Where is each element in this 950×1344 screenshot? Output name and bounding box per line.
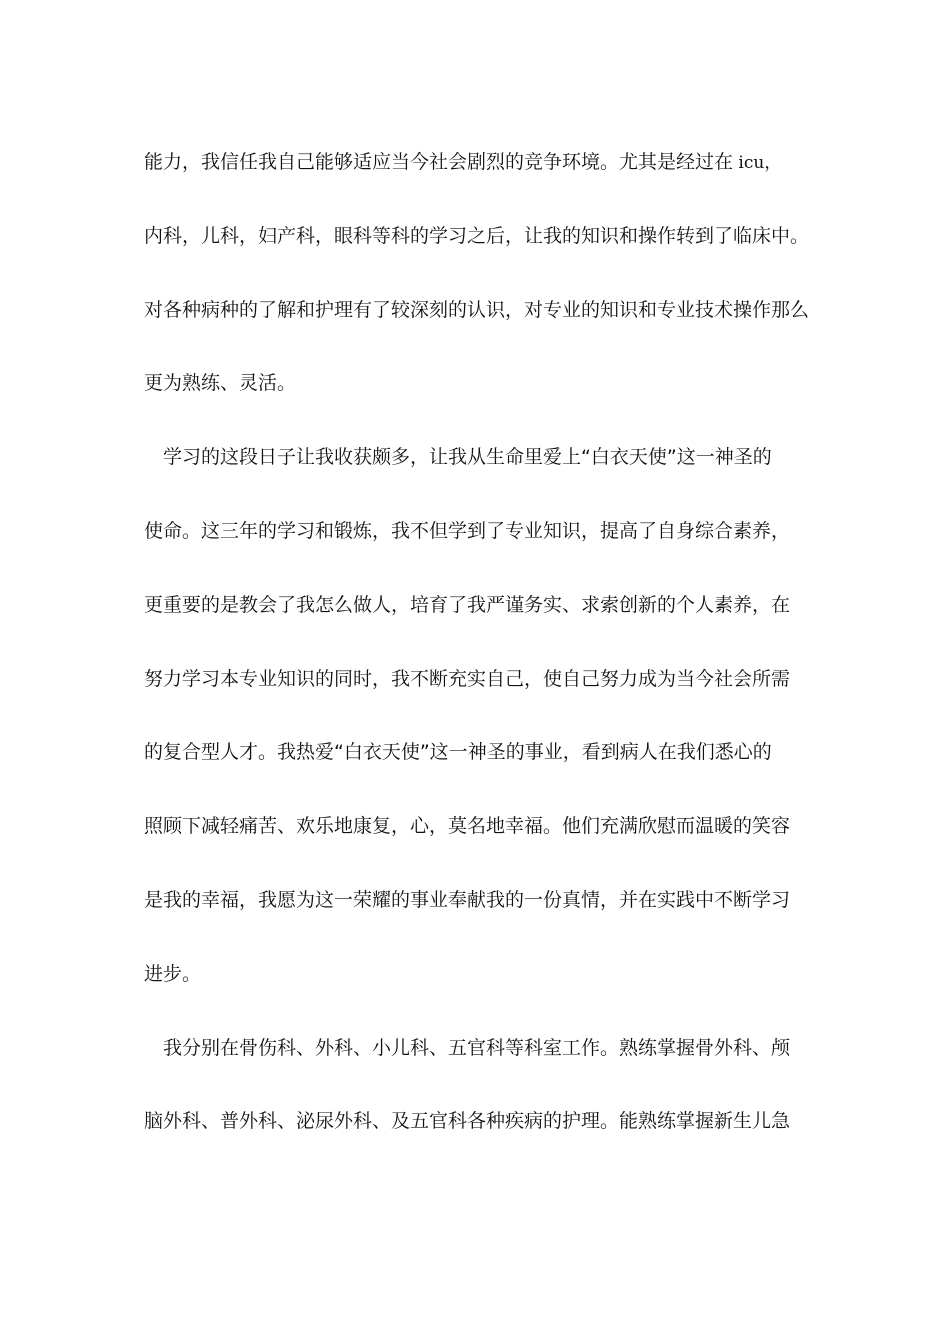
- paragraph-1-line-3: 对各种病种的了解和护理有了较深刻的认识，对专业的知识和专业技术操作那么: [144, 298, 810, 321]
- paragraph-2-line-6: 照顾下减轻痛苦、欢乐地康复，心，莫名地幸福。他们充满欣慰而温暖的笑容: [144, 815, 791, 838]
- text-run: 能力，我信任我自己能够适应当今社会剧烈的竞争环境。尤其是经过在: [144, 151, 734, 173]
- paragraph-3-line-1: 我分别在骨伤科、外科、小儿科、五官科等科室工作。熟练掌握骨外科、颅: [144, 1036, 791, 1059]
- paragraph-1-line-4: 更为熟练、灵活。: [144, 372, 297, 395]
- paragraph-2-line-1: 学习的这段日子让我收获颇多，让我从生命里爱上“白衣天使”这一神圣的: [144, 446, 772, 469]
- paragraph-2-line-7: 是我的幸福，我愿为这一荣耀的事业奉献我的一份真情，并在实践中不断学习: [144, 888, 791, 911]
- paragraph-2-line-8: 进步。: [144, 962, 202, 985]
- paragraph-2-line-5: 的复合型人才。我热爱“白衣天使”这一神圣的事业，看到病人在我们悉心的: [144, 741, 772, 764]
- document-body: [144, 126, 824, 1159]
- paragraph-2-line-3: 更重要的是教会了我怎么做人，培育了我严谨务实、求索创新的个人素养，在: [144, 593, 791, 616]
- paragraph-3-line-2: 脑外科、普外科、泌尿外科、及五官科各种疾病的护理。能熟练掌握新生儿急: [144, 1110, 791, 1133]
- text-run-icu: icu，: [733, 153, 782, 173]
- paragraph-1-line-2: 内科，儿科，妇产科，眼科等科的学习之后，让我的知识和操作转到了临床中。: [144, 224, 810, 247]
- paragraph-2-line-4: 努力学习本专业知识的同时，我不断充实自己，使自己努力成为当今社会所需: [144, 667, 791, 690]
- paragraph-1-line-1: [144, 126, 824, 200]
- paragraph-2-line-2: 使命。这三年的学习和锻炼，我不但学到了专业知识，提高了自身综合素养，: [144, 519, 791, 542]
